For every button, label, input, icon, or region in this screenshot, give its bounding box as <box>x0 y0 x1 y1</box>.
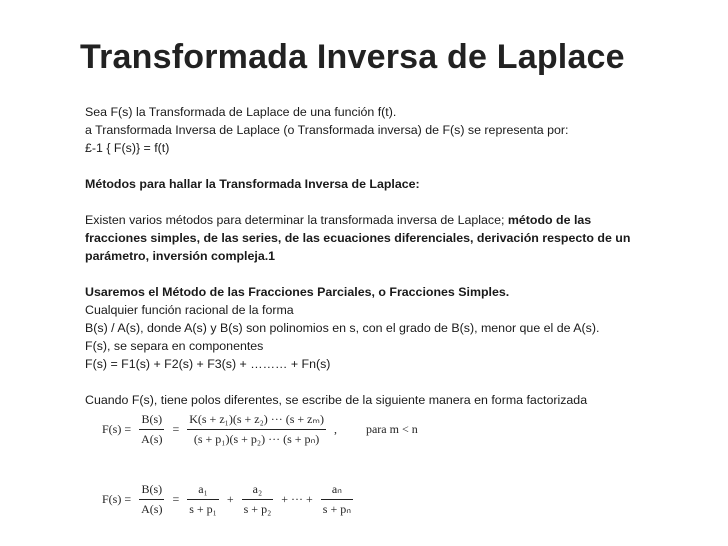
fraction-b-over-a <box>139 482 164 517</box>
denominator: A(s) <box>141 432 163 446</box>
plus-sign: + <box>226 492 234 506</box>
denominator: s + p₁ <box>189 502 217 516</box>
formula-lhs: F(s) = <box>102 492 132 506</box>
formula-partial-fractions <box>100 482 356 517</box>
text-line: Cualquier función racional de la forma <box>85 303 294 317</box>
equals-sign: = <box>172 492 180 506</box>
plus-ellipsis: + ··· + <box>281 492 313 506</box>
text-line: F(s) = F1(s) + F2(s) + F3(s) + ……… + Fn(s) <box>85 357 331 371</box>
text-line: £-1 { F(s)} = f(t) <box>85 141 170 155</box>
text-line: F(s), se separa en componentes <box>85 339 264 353</box>
formula-lhs: F(s) = <box>102 422 132 436</box>
text-line: Cuando F(s), tiene polos diferentes, se escribe de la siguiente manera en forma factorizada <box>85 393 588 407</box>
fraction-term-n <box>321 482 353 517</box>
fraction-b-over-a <box>139 412 164 447</box>
comma: , <box>333 422 337 436</box>
bold-span: método de las <box>507 213 592 227</box>
equals-sign: = <box>172 422 180 436</box>
numerator: a₂ <box>242 482 274 500</box>
numerator: K(s + z₁)(s + z₂) ··· (s + zₘ) <box>187 412 326 430</box>
text-line <box>85 211 705 229</box>
fraction-zeros-over-poles <box>187 412 326 447</box>
text-line: Sea F(s) la Transformada de Laplace de una función f(t). <box>85 105 397 119</box>
fraction-term-1 <box>187 482 219 517</box>
fraction-term-2 <box>242 482 274 517</box>
slide-body <box>85 103 705 409</box>
text-span: Existen varios métodos para determinar la transformada inversa de Laplace; <box>85 213 508 227</box>
denominator: A(s) <box>141 502 163 516</box>
section-heading: Usaremos el Método de las Fracciones Parciales, o Fracciones Simples. <box>85 285 510 299</box>
formula-factorized <box>100 412 418 447</box>
text-line: B(s) / A(s), donde A(s) y B(s) son polinomios en s, con el grado de B(s), menor que el de A(s). <box>85 321 600 335</box>
numerator: B(s) <box>139 412 164 430</box>
numerator: aₙ <box>321 482 353 500</box>
numerator: B(s) <box>139 482 164 500</box>
bold-line: fracciones simples, de las series, de las ecuaciones diferenciales, derivación respecto de un <box>85 231 631 245</box>
slide-title: Transformada Inversa de Laplace <box>80 38 625 76</box>
denominator: s + pₙ <box>322 502 351 516</box>
bold-line: parámetro, inversión compleja.1 <box>85 249 276 263</box>
section-heading: Métodos para hallar la Transformada Inversa de Laplace: <box>85 177 420 191</box>
denominator: s + p₂ <box>243 502 272 516</box>
numerator: a₁ <box>187 482 219 500</box>
formula-condition: para m < n <box>365 422 418 436</box>
denominator: (s + p₁)(s + p₂) ··· (s + pₙ) <box>193 432 320 446</box>
text-line: a Transformada Inversa de Laplace (o Transformada inversa) de F(s) se representa por: <box>85 123 569 137</box>
